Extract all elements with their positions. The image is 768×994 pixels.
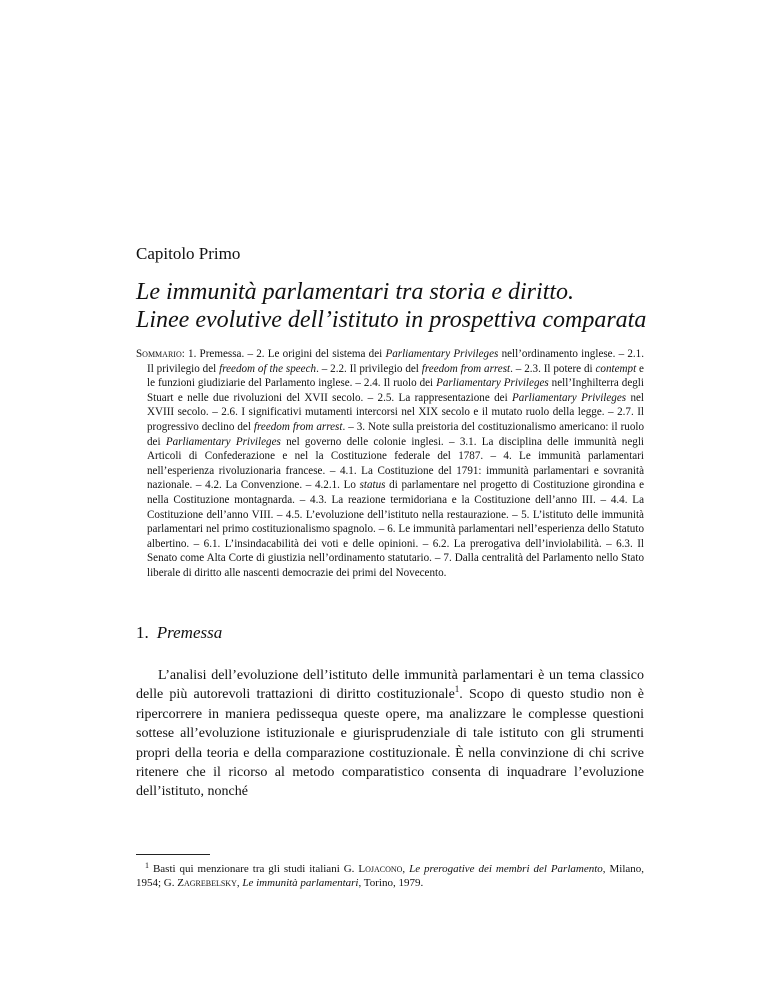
footnote: $^1$ Basti qui menzionare tra gli studi italiani G. Lojacono, Le prerogative dei membri del Parlamento, Milano, 1954; G. Zagrebelsky, Le immunità parlamentari, Torino, 1979. <box>136 861 645 890</box>
chapter-title <box>136 278 696 334</box>
summary-block <box>136 347 644 581</box>
author-name: Zagrebelsky <box>177 877 237 890</box>
summary-label: Sommario <box>136 348 182 360</box>
author-name: Lojacono <box>358 863 403 875</box>
chapter-title-line-2: Linee evolutive dell’istituto in prospettiva comparata <box>136 307 647 333</box>
footnote-number: 1 <box>145 861 149 870</box>
summary-paragraph: Sommario: 1. Premessa. – 2. Le origini del sistema dei Parliamentary Privileges nell’ordinamento inglese. – 2.1. Il privilegio del freedom of the speech. – 2.2. Il privilegio del freedom from arrest. – 2.3. Il potere di contempt e le funzioni giudiziarie del Parlamento inglese. – 2.4. Il ruolo dei Parliamentary Privileges nell’Inghilterra degli Stuart e nelle due rivoluzioni del XVII secolo. – 2.5. La rappresentazione dei Parliamentary Privileges nel XVIII secolo. – 2.6. I significativi mutamenti intercorsi nel XIX secolo e il mutato ruolo della legge. – 2.7. Il progressivo declino del freedom from arrest. – 3. Note sulla preistoria del costituzionalismo americano: il ruolo dei Parliamentary Privileges nel governo delle colonie inglesi. – 3.1. La disciplina delle immunità negli Articoli di Confederazione e nel la Costituzione federale del 1787. – 4. Le immunità parlamentari nell’esperienza rivoluzionaria francese. – 4.1. La Costituzione del 1791: immunità parlamentari e sovranità nazionale. – 4.2. La Convenzione. – 4.2.1. Lo status di parlamentare nel progetto di Costituzione girondina e nella Costituzione montagnarda. – 4.3. La reazione termidoriana e la Costituzione dell’anno III. – 4.4. La Costituzione dell’anno VIII. – 4.5. L’evoluzione dell’istituto nella restaurazione. – 5. L’istituto delle immunità parlamentari nel primo costituzionalismo spagnolo. – 6. Le immunità parlamentari nell’esperienza dello Statuto albertino. – 6.1. L’insindacabilità dei voti e delle opinioni. – 6.2. La prerogativa dell’inviolabilità. – 6.3. Il Senato come Alta Corte di giustizia nell’ordinamento statutario. – 7. Dalla centralità del Parlamento nello Stato liberale di diritto alle nascenti democrazie dei primi del Novecento. <box>136 348 644 579</box>
section-title: Premessa <box>156 623 223 642</box>
body-paragraph: L’analisi dell’evoluzione dell’istituto delle immunità parlamentari è un tema classico delle più autorevoli trattazioni di diritto costituzionale$^1$. Scopo di questo studio non è ripercorrere in maniera pedissequa queste opere, ma analizzare le complesse questioni sottese all’evoluzione istituzionale e giurisprudenziale di tale istituto con gli strumenti propri della teoria e della comparazione costituzionale. È nella convinzione di chi scrive ritenere che il ricorso al metodo comparatistico consenta di inquadrare l’evoluzione dell’istituto, nonché <box>136 668 644 800</box>
work-title: Le immunità parlamentari <box>242 877 359 890</box>
footnote-divider <box>136 854 210 855</box>
work-title: Le prerogative dei membri del Parlamento <box>409 863 603 875</box>
chapter-label: Capitolo Primo <box>136 244 241 263</box>
chapter-title-line-1: Le immunità parlamentari tra storia e diritto. <box>136 279 575 305</box>
section-number: 1. <box>136 623 149 642</box>
section-heading <box>136 623 222 643</box>
footnote-reference[interactable]: 1 <box>454 684 460 695</box>
